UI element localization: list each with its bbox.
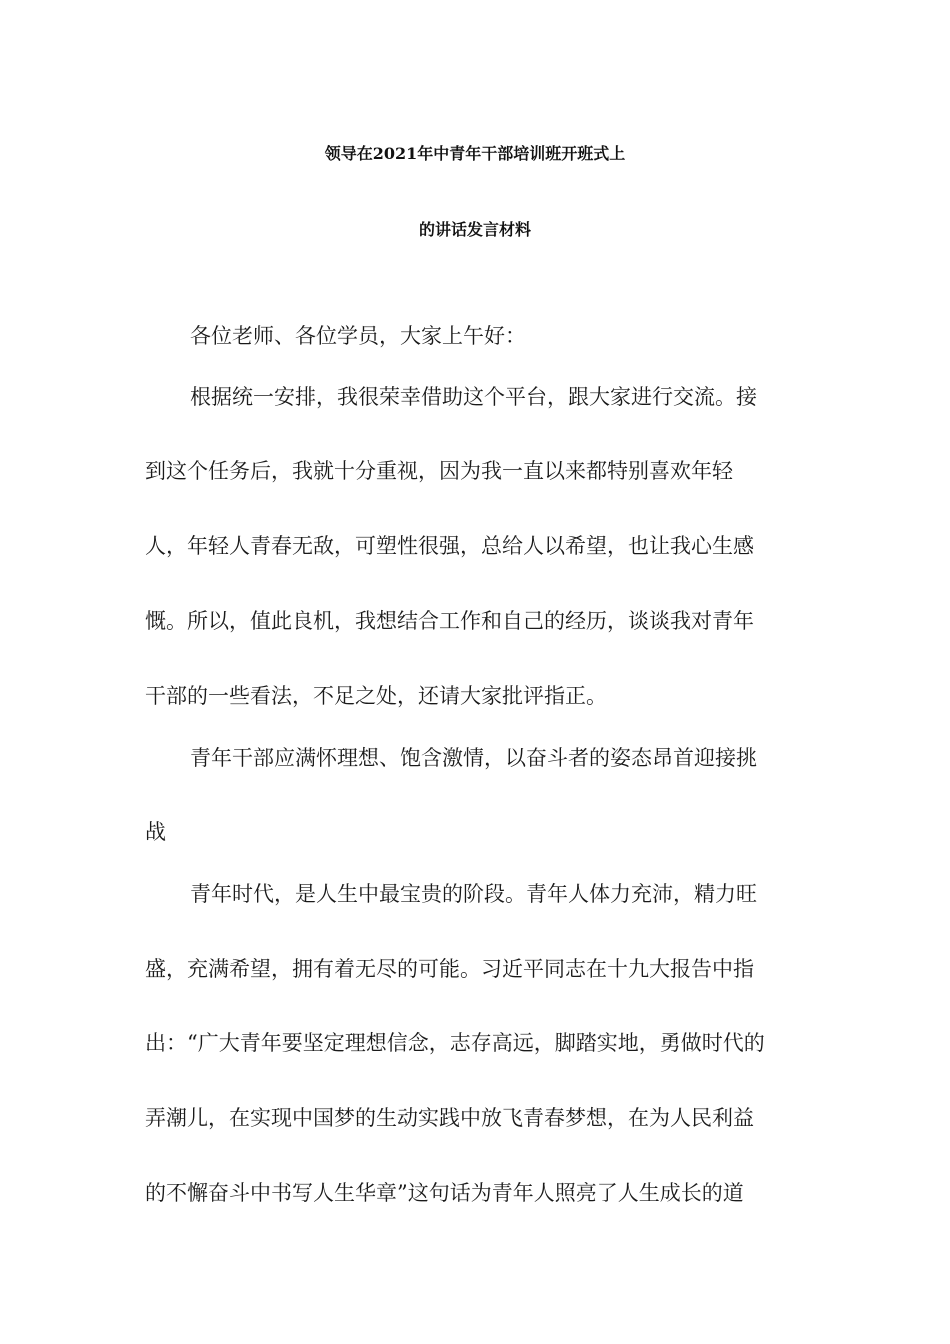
body-line: 弄潮儿，在实现中国梦的生动实践中放飞青春梦想，在为人民利益 bbox=[145, 1106, 754, 1130]
body-line: 青年时代，是人生中最宝贵的阶段。青年人体力充沛，精力旺 bbox=[190, 882, 757, 906]
body-line: 盛，充满希望，拥有着无尽的可能。习近平同志在十九大报告中指 bbox=[145, 957, 754, 981]
body-line: 到这个任务后，我就十分重视，因为我一直以来都特别喜欢年轻 bbox=[145, 459, 733, 483]
body-line: 慨。所以，值此良机，我想结合工作和自己的经历，谈谈我对青年 bbox=[145, 609, 754, 633]
body-line: 根据统一安排，我很荣幸借助这个平台，跟大家进行交流。接 bbox=[190, 385, 757, 409]
body-line: 干部的一些看法，不足之处，还请大家批评指正。 bbox=[145, 684, 607, 708]
body-line: 的不懈奋斗中书写人生华章”这句话为青年人照亮了人生成长的道 bbox=[145, 1181, 744, 1205]
body-line: 人，年轻人青春无敌，可塑性很强，总给人以希望，也让我心生感 bbox=[145, 534, 754, 558]
body-line: 出：“广大青年要坚定理想信念，志存高远，脚踏实地，勇做时代的 bbox=[145, 1031, 765, 1055]
body-line: 战 bbox=[145, 820, 166, 844]
body-line: 青年干部应满怀理想、饱含激情，以奋斗者的姿态昂首迎接挑 bbox=[190, 746, 757, 770]
document-title-line-2: 的讲话发言材料 bbox=[418, 220, 531, 239]
document-title-line-1: 领导在2021年中青年干部培训班开班式上 bbox=[324, 144, 626, 163]
body-line: 各位老师、各位学员，大家上午好： bbox=[190, 324, 526, 348]
